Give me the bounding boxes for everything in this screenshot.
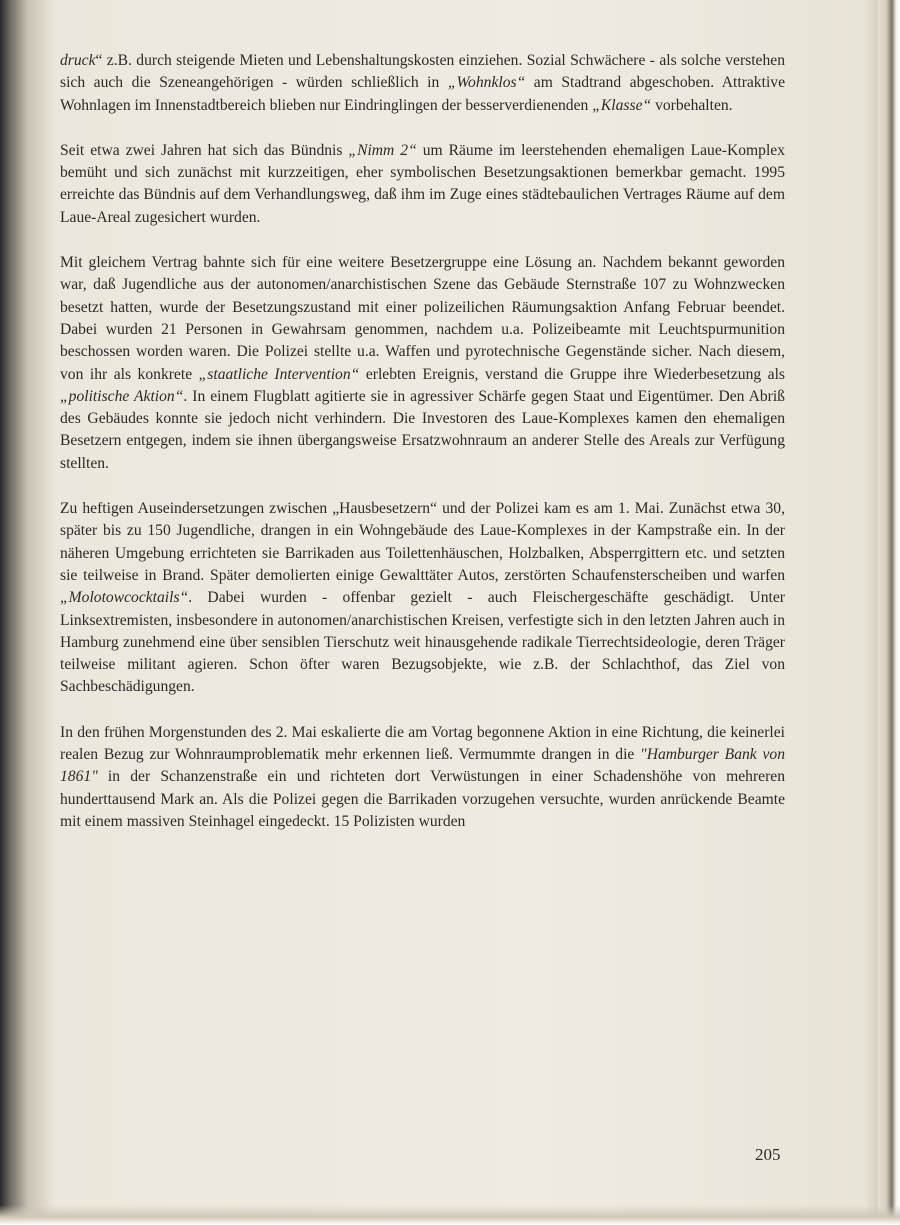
text-segment: um Räume im leerstehenden ehemaligen Laue-Komplex bemüht und sich zunächst mit kurzzeitigen, eher symbolischen Besetzungsaktionen bemerkbar gemacht. 1995 erreichte das Bündnis auf dem Verhandlungsweg, daß ihm im Zuge eines städtebaulichen Vertrages Räume auf dem Laue-Areal zugesichert wurden. [60,141,785,226]
body-text [60,50,785,856]
paragraph-1 [60,50,785,117]
text-segment: Mit gleichem Vertrag bahnte sich für eine weitere Besetzergruppe eine Lösung an. Nachdem bekannt geworden war, daß Jugendliche aus der autonomen/anarchistischen Szene das Gebäude Sternstraße 107 zu Wohnzwecken besetzt hatten, wurde der Besetzungszustand mit einer polizeilichen Räumungsaktion Anfang Februar beendet. Dabei wurden 21 Personen in Gewahrsam genommen, nachdem u.a. Polizeibeamte mit Leuchtspurmunition beschossen worden waren. Die Polizei stellte u.a. Waffen und pyrotechnische Gegenstände sicher. Nach diesem, von ihr als konkrete [60,254,785,383]
text-segment: am Stadtrand abgeschoben. Attraktive Wohnlagen im Innenstadtbereich blieben nur Eindringlingen der besserverdienenden [60,74,785,114]
text-segment: „Molotowcocktails“ [60,589,189,607]
paragraph-4 [60,498,785,699]
text-segment: Zu heftigen Auseindersetzungen zwischen „Hausbesetzern“ und der Polizei kam es am 1. Mai. Zunächst etwa 30, später bis zu 150 Jugendliche, drangen in ein Wohngebäude des Laue-Komplexes in der Kampstraße ein. In der näheren Umgebung errichteten sie Barrikaden aus Toilettenhäuschen, Holzbalken, Absperrgittern etc. und setzten sie teilweise in Brand. Später demolierten einige Gewalttäter Autos, zerstörten Schaufensterscheiben und warfen [60,500,785,584]
paragraph-5 [60,722,785,833]
text-segment: “ z.B. durch steigende Mieten und Lebenshaltungskosten einziehen. Sozial Schwächere - als solche verstehen sich auch die Szeneangehörigen - würden schließlich in [60,52,785,92]
text-segment: vorbehalten. [651,96,733,114]
paragraph-2 [60,140,785,229]
text-segment: in der Schanzenstraße ein und richteten dort Verwüstungen in einer Schadenshöhe von mehreren hunderttausend Mark an. Als die Polizei gegen die Barrikaden vorzugehen versuchte, wurden anrückende Beamte mit einem massiven Steinhagel eingedeckt. 15 Polizisten wurden [60,768,785,830]
text-segment: . Dabei wurden - offenbar gezielt - auch Fleischergeschäfte geschädigt. Unter Linksextremisten, insbesondere in autonomen/anarchistischen Kreisen, verfestigte sich in den letzten Jahren auch in Hamburg zunehmend eine über sensiblen Tierschutz weit hinausgehende radikale Tierrechtsideologie, deren Träger teilweise militant agieren. Schon öfter waren Bezugsobjekte, wie z.B. der Schlachthof, das Ziel von Sachbeschädigungen. [60,589,785,696]
text-segment: "Hamburger Bank von 1861" [60,746,786,786]
page-number: 205 [755,1145,781,1164]
text-segment: „Wohnklos“ [447,74,526,92]
text-segment: . In einem Flugblatt agitierte sie in agressiver Schärfe gegen Staat und Eigentümer. Den Abriß des Gebäudes konnte sie jedoch nicht verhindern. Die Investoren des Laue-Komplexes kamen den ehemaligen Besetzern entgegen, indem sie ihnen übergangsweise Ersatzwohnraum an anderer Stelle des Areals zur Verfügung stellten. [60,387,785,472]
text-segment: „staatliche Intervention“ [198,365,360,383]
text-segment: „Klasse“ [592,96,652,114]
paragraph-3 [60,252,785,475]
text-segment: Seit etwa zwei Jahren hat sich das Bündnis [60,141,349,159]
text-segment: In den frühen Morgenstunden des 2. Mai eskalierte die am Vortag begonnene Aktion in eine Richtung, die keinerlei realen Bezug zur Wohnraumproblematik mehr erkennen ließ. Vermummte drangen in die [60,723,785,764]
text-segment: erlebten Ereignis, verstand die Gruppe ihre Wiederbesetzung als [359,365,785,383]
text-segment: „Nimm 2“ [348,141,417,159]
text-segment: druck [60,52,96,69]
page-edge-bottom [0,1205,900,1225]
text-segment: „politische Aktion“ [60,387,184,405]
page-edge-right [878,0,900,1225]
